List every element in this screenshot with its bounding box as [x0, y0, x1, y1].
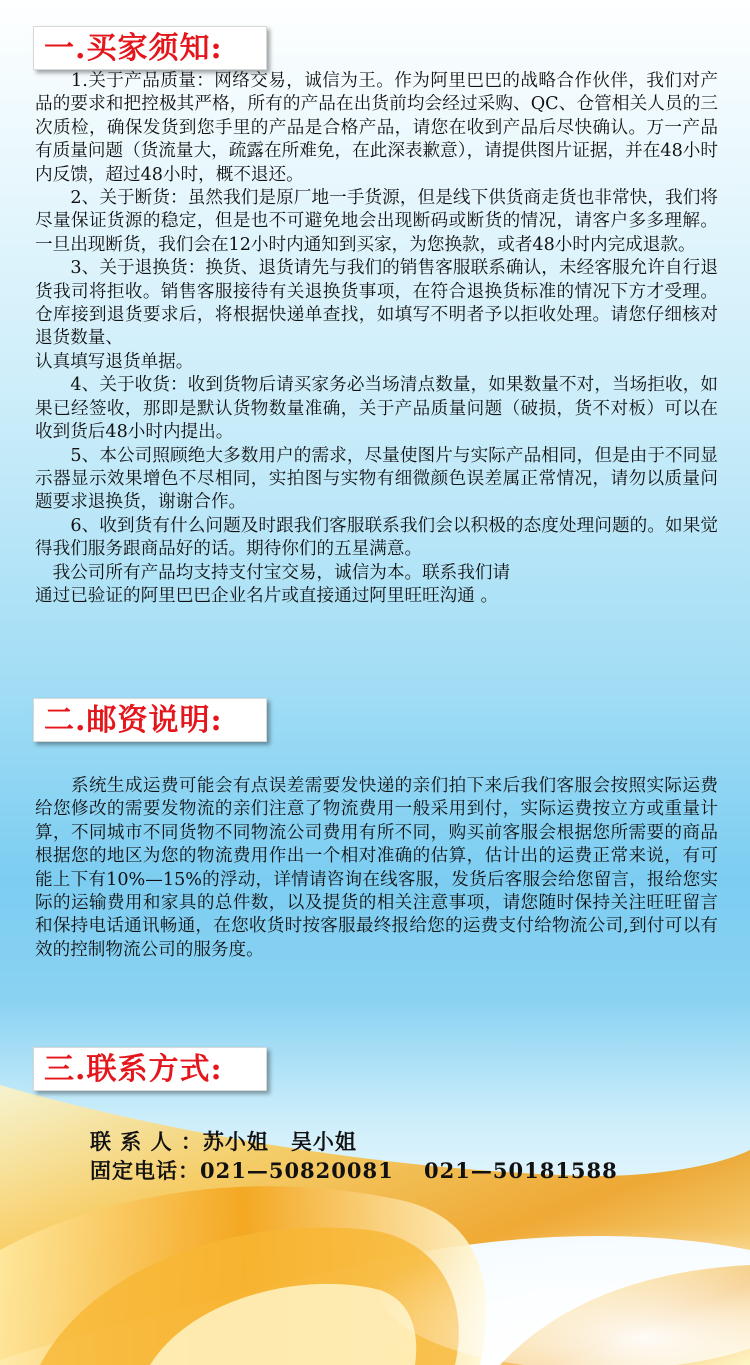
notice-paragraph-payment: 我公司所有产品均支持支付宝交易，诚信为本。联系我们请 — [35, 562, 511, 583]
buyer-notice-body — [35, 70, 718, 608]
notice-paragraph-returns: 3、关于退换货：换货、退货请先与我们的销售客服联系确认，未经客服允许自行退货我司将拒收。销售客服接待有关退换货事项，在符合退换货标准的情况下方才受理。仓库接到退货要求后，将根据快递单查找，如填写不明者予以拒收处理。请您仔细核对退货数量、 — [35, 258, 718, 349]
section-heading-contact: 三.联系方式: — [33, 1047, 267, 1091]
notice-paragraph-quality: 1.关于产品质量：网络交易，诚信为王。作为阿里巴巴的战略合作伙伴，我们对产品的要求和把控极其严格，所有的产品在出货前均会经过采购、QC、仓管相关人员的三次质检，确保发货到您手里的产品是合格产品，请您在收到产品后尽快确认。万一产品有质量问题（货流量大，疏露在所难免，在此深表歉意），请提供图片证据，并在48小时内反馈，超过48小时，概不退还。 — [35, 71, 718, 185]
contact-phone: 固定电话：021—50820081 021—50181588 — [90, 1158, 618, 1183]
shipping-body — [35, 775, 718, 962]
notice-paragraph-returns-end: 认真填写退货单据。 — [35, 351, 194, 372]
notice-paragraph-receiving: 4、关于收货：收到货物后请买家务必当场清点数量，如果数量不对，当场拒收，如果已经签收，那即是默认货物数量准确，关于产品质量问题（破损，货不对板）可以在收到货后48小时内提出。 — [35, 375, 718, 443]
contact-person: 联 系 人 ：苏小姐 吴小姐 — [90, 1129, 357, 1154]
contact-block — [90, 1127, 618, 1185]
notice-paragraph-stockout: 2、关于断货：虽然我们是原厂地一手货源，但是线下供货商走货也非常快，我们将尽量保证货源的稳定，但是也不可避免地会出现断码或断货的情况，请客户多多理解。一旦出现断货，我们会在12小时内通知到买家，为您换款，或者48小时内完成退款。 — [35, 188, 718, 255]
section-heading-shipping: 二.邮资说明: — [33, 698, 267, 742]
notice-paragraph-images: 5、本公司照顾绝大多数用户的需求，尽量使图片与实际产品相同，但是由于不同显示器显示效果增色不尽相同，实拍图与实物有细微颜色误差属正常情况，请勿以质量问题要求退换货，谢谢合作。 — [35, 445, 718, 513]
shipping-paragraph: 系统生成运费可能会有点误差需要发快递的亲们拍下来后我们客服会按照实际运费给您修改的需要发物流的亲们注意了物流费用一般采用到付，实际运费按立方或重量计算，不同城市不同货物不同物流公司费用有所不同，购买前客服会根据您所需要的商品根据您的地区为您的物流费用作出一个相对准确的估算，估计出的运费正常来说，有可能上下有10%—15%的浮动，详情请咨询在线客服，发货后客服会给您留言，报给您实际的运输费用和家具的总件数，以及提货的相关注意事项，请您随时保持关注旺旺留言和保持电话通讯畅通，在您收货时按客服最终报给您的运费支付给物流公司,到付可以有效的控制物流公司的服务度。 — [35, 776, 718, 960]
notice-paragraph-service: 6、收到货有什么问题及时跟我们客服联系我们会以积极的态度处理问题的。如果觉得我们服务跟商品好的话。期待你们的五星满意。 — [35, 515, 718, 560]
notice-paragraph-payment-end: 通过已验证的阿里巴巴企业名片或直接通过阿里旺旺沟通 。 — [35, 585, 499, 606]
section-heading-buyer-notice: 一.买家须知: — [33, 26, 267, 70]
